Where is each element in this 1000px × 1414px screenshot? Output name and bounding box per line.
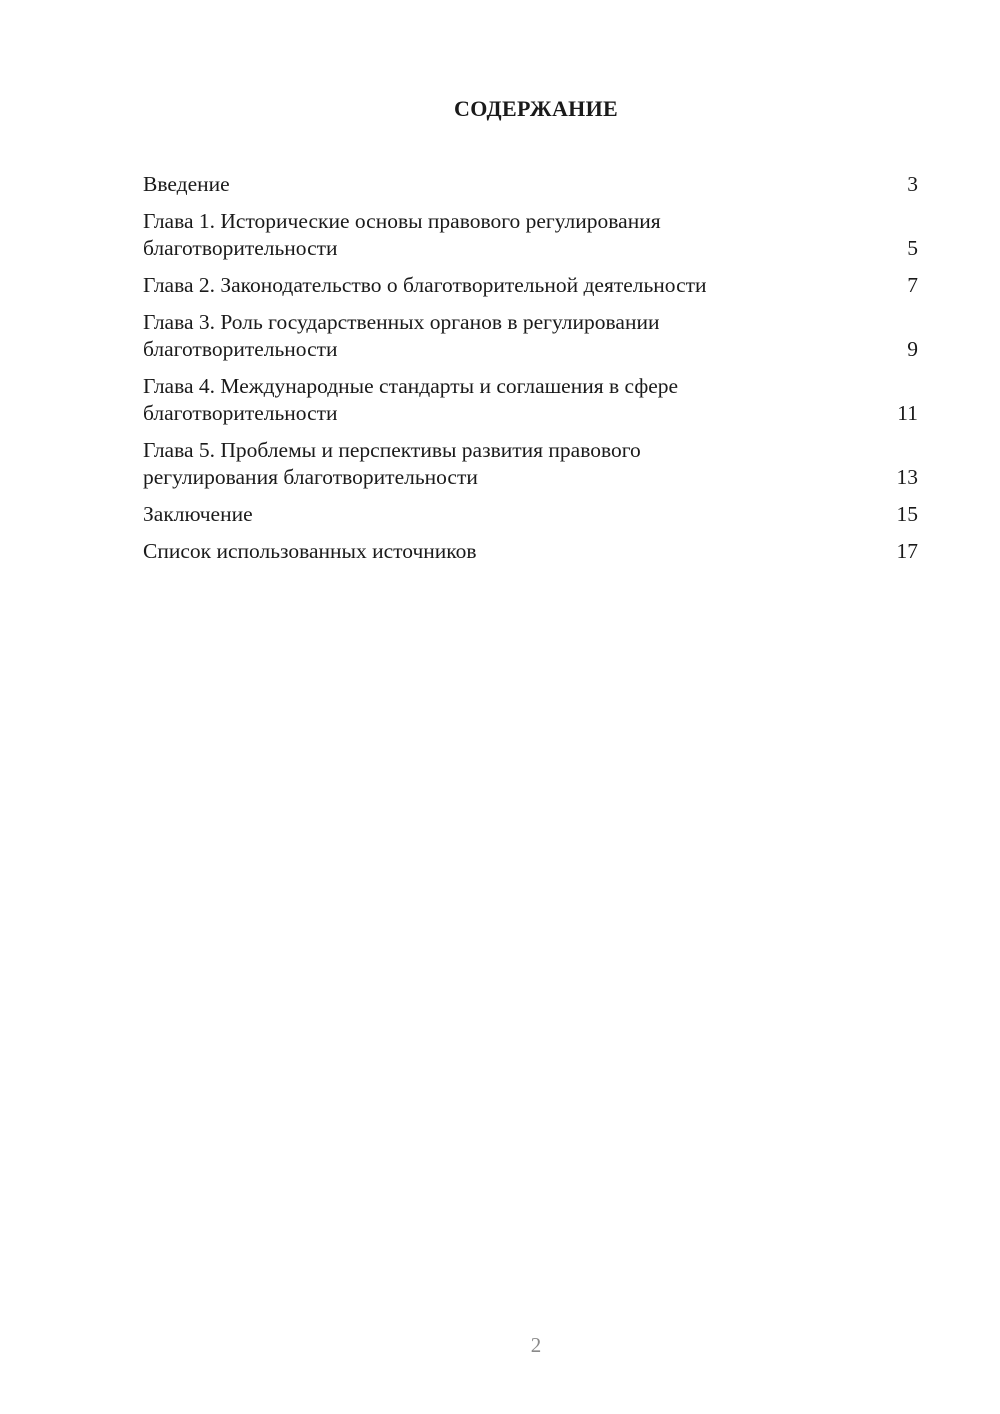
toc-entry-page: 13 bbox=[896, 465, 918, 489]
toc-entry-title: Заключение bbox=[143, 502, 253, 526]
toc-entry-title: Глава 4. Международные стандарты и соглашения в сфере благотворительности bbox=[143, 374, 679, 425]
page-number: 2 bbox=[530, 1333, 542, 1357]
toc-entry-chapter-3 bbox=[143, 309, 918, 363]
toc-entry-title: Глава 5. Проблемы и перспективы развития правового регулирования благотворительности bbox=[143, 438, 641, 489]
toc-entry-chapter-2 bbox=[143, 272, 918, 299]
toc-entry-title: Список использованных источников bbox=[143, 539, 477, 563]
toc-entry-chapter-4 bbox=[143, 373, 918, 427]
toc-entry-title: Глава 3. Роль государственных органов в регулировании благотворительности bbox=[143, 310, 660, 361]
table-of-contents bbox=[143, 171, 918, 575]
toc-entry-conclusion bbox=[143, 501, 918, 528]
toc-entry-chapter-5 bbox=[143, 437, 918, 491]
toc-entry-introduction bbox=[143, 171, 918, 198]
toc-entry-page: 7 bbox=[907, 273, 918, 297]
toc-entry-page: 17 bbox=[896, 539, 918, 563]
toc-entry-page: 11 bbox=[897, 401, 918, 425]
toc-entry-page: 5 bbox=[907, 236, 918, 260]
toc-entry-page: 9 bbox=[907, 337, 918, 361]
toc-entry-title: Глава 2. Законодательство о благотворительной деятельности bbox=[143, 273, 707, 297]
toc-entry-chapter-1 bbox=[143, 208, 918, 262]
toc-entry-title: Глава 1. Исторические основы правового регулирования благотворительности bbox=[143, 209, 661, 260]
toc-entry-page: 15 bbox=[896, 502, 918, 526]
toc-entry-references bbox=[143, 538, 918, 565]
toc-entry-title: Введение bbox=[143, 172, 230, 196]
toc-entry-page: 3 bbox=[907, 172, 918, 196]
toc-heading: СОДЕРЖАНИЕ bbox=[454, 96, 618, 121]
